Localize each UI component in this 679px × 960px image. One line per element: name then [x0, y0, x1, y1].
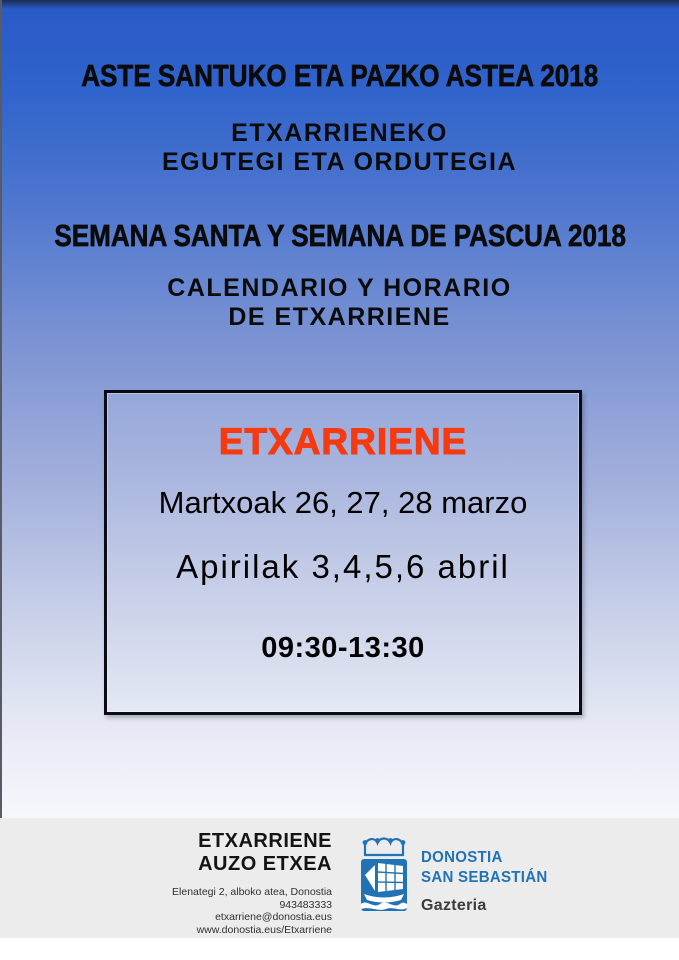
- subtitle-basque-line1: ETXARRIENEKO: [231, 119, 448, 147]
- organization-name-line2: AUZO ETXEA: [198, 853, 332, 875]
- subtitle-spanish-line2: DE ETXARRIENE: [228, 303, 451, 331]
- organization-website: www.donostia.eus/Etxarriene: [196, 923, 332, 936]
- organization-phone: 943483333: [279, 898, 332, 911]
- subtitle-basque-line2: EGUTEGI ETA ORDUTEGIA: [161, 148, 518, 176]
- schedule-box: [104, 390, 582, 715]
- footer-organization-block: [0, 830, 332, 936]
- title-spanish-text: SEMANA SANTA Y SEMANA DE PASCUA 2018: [54, 218, 626, 253]
- organization-name: [0, 830, 332, 876]
- title-spanish: [0, 218, 679, 254]
- schedule-march-dates: Martxoak 26, 27, 28 marzo: [158, 485, 528, 520]
- donostia-logo-text: [421, 835, 556, 915]
- organization-email: etxarriene@donostia.eus: [215, 911, 332, 923]
- schedule-hours: 09:30-13:30: [261, 632, 425, 664]
- department-name: Gazteria: [421, 897, 487, 914]
- organization-contact: [0, 886, 332, 936]
- subtitle-basque: [0, 119, 679, 177]
- subtitle-spanish-line1: CALENDARIO Y HORARIO: [167, 274, 512, 302]
- donostia-logo: [358, 835, 556, 932]
- city-name: [421, 848, 548, 887]
- title-basque: [0, 58, 679, 94]
- city-name-line2: SAN SEBASTIÁN: [421, 868, 548, 886]
- donostia-crest-icon: [358, 835, 410, 932]
- city-name-line1: DONOSTIA: [421, 849, 503, 866]
- organization-name-line1: ETXARRIENE: [198, 830, 332, 852]
- schedule-april-dates: Apirilak 3,4,5,6 abril: [176, 548, 510, 585]
- title-basque-text: ASTE SANTUKO ETA PAZKO ASTEA 2018: [80, 58, 599, 93]
- schedule-box-title: ETXARRIENE: [218, 421, 468, 462]
- subtitle-spanish: [0, 274, 679, 332]
- organization-address: Elenategi 2, alboko atea, Donostia: [172, 886, 332, 898]
